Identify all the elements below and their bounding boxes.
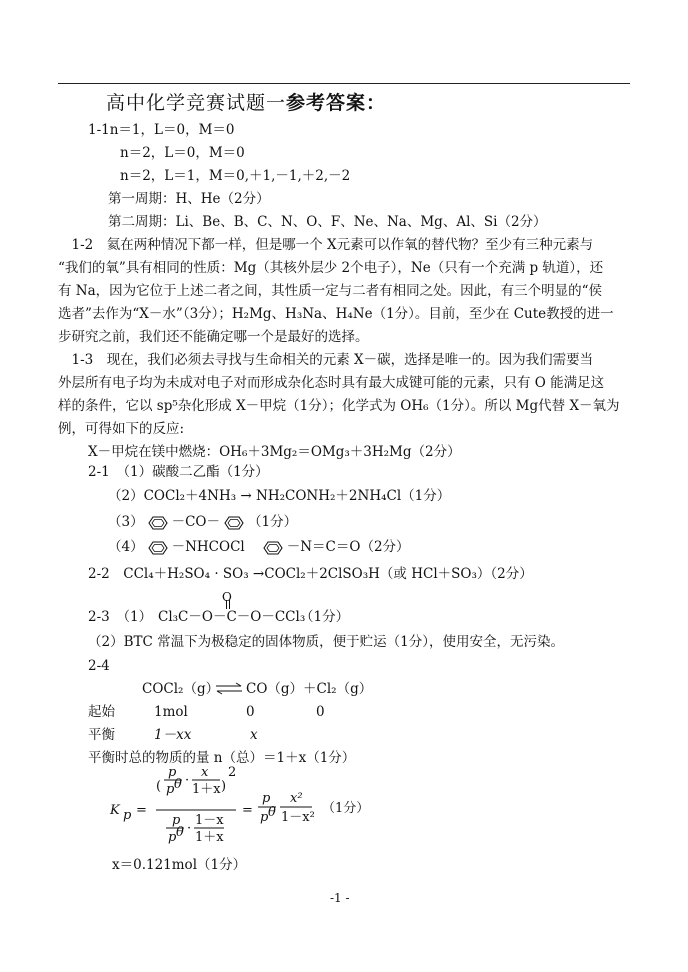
s12-line1: 1-2 氦在两种情况下都一样，但是哪一个 X元素可以作氧的替代物？至少有三种元素与 <box>58 237 594 253</box>
s21-line4-label: （4） <box>108 539 144 555</box>
s13-line2: 外层所有电子均为未成对电子对而形成杂化态时具有最大成键可能的元素，只有 O 能满足这 <box>58 375 605 391</box>
s21-line3 <box>108 512 297 532</box>
den-p: p <box>172 813 181 828</box>
den-dot: · <box>187 821 192 836</box>
s23-double-bond <box>226 600 228 609</box>
s21-line3-label: （3） <box>108 514 144 530</box>
num-x: x <box>201 765 209 780</box>
s13-paragraph <box>58 349 630 464</box>
s11-line5: 第二周期：Li、Be、B、C、N、O、F、Ne、Na、Mg、Al、Si（2分） <box>108 214 547 230</box>
rhs-p-std: p <box>260 810 269 825</box>
second-equals: = <box>242 803 253 818</box>
num-p: p <box>168 765 177 780</box>
s24-result: x＝0.121mol（1分） <box>112 857 247 873</box>
page-title <box>106 88 386 115</box>
s24-start-label: 起始 <box>88 704 115 720</box>
s11-line1: 1-1n＝1，L＝0，M＝0 <box>88 122 235 138</box>
s13-line1: 1-3 现在，我们必须去寻找与生命相关的元素 X－碳，选择是唯一的。因为我们需要当 <box>58 352 594 368</box>
s13-line4: 例，可得如下的反应: <box>58 421 185 437</box>
num-close-paren: ) <box>221 779 227 794</box>
benzene-ring-icon <box>144 515 172 531</box>
kp-subscript: p <box>123 808 132 823</box>
den-one-minus-x: 1－x <box>195 813 224 828</box>
s21-line4-isocyanate: －N＝C＝O（2分） <box>286 539 410 555</box>
num-dot: · <box>185 773 190 788</box>
s23-double-bond <box>229 600 231 609</box>
benzene-ring-icon <box>220 515 248 531</box>
equilibrium-arrow-icon <box>214 682 244 696</box>
kp-equals: = <box>136 803 147 818</box>
s21-line3-co: －CO－ <box>171 514 220 530</box>
num-open-paren: ( <box>156 779 162 794</box>
s24-start-v1: 1mol <box>154 704 188 720</box>
s24-start-v3: 0 <box>316 704 325 720</box>
kp-symbol: K <box>110 803 120 818</box>
s12-line5: 步研究之前，我们还不能确定哪一个是最好的选择。 <box>58 329 369 345</box>
kp-equation <box>100 764 400 856</box>
s24-eq-v1: 1－xx <box>154 727 192 743</box>
s11-line2: n＝2，L＝0，M＝0 <box>120 145 245 161</box>
s21-line4 <box>108 537 410 557</box>
benzene-ring-icon <box>259 540 287 556</box>
s24-start-v2: 0 <box>246 704 255 720</box>
title-main: 高中化学竞赛试题一 <box>106 92 287 114</box>
s23-oxygen: O <box>222 590 232 604</box>
s24-total: 平衡时总的物质的量 n（总）＝1＋x（1分） <box>88 750 356 766</box>
s24-eq-v2: x <box>250 727 258 743</box>
rhs-theta: θ <box>268 805 276 820</box>
s23-formula: Cl₃C－O－C－O－CCl₃ <box>158 609 306 625</box>
s21-line2: （2）COCl₂＋4NH₃ → NH₂CONH₂＋2NH₄Cl（1分） <box>108 488 451 504</box>
benzene-ring-icon <box>144 540 172 556</box>
den-one-plus-x: 1＋x <box>195 830 224 845</box>
s11-line3: n＝2，L＝1，M＝0,＋1,－1,＋2,－2 <box>120 168 351 184</box>
s12-line4: 选者”去作为“X－水”（3分）；H₂Mg、H₃Na、H₄Ne（1分）。目前，至少在 Cute教授的进一 <box>58 306 614 322</box>
num-p-std: p <box>166 782 175 797</box>
s24-label: 2-4 <box>88 658 110 674</box>
s12-line2: “我们的氧”具有相同的性质：Mg（其核外层少 2个电子），Ne（只有一个充满 p 轨道），还 <box>58 260 604 276</box>
s13-line5: X－甲烷在镁中燃烧：OH₆＋3Mg₂＝OMg₃＋3H₂Mg（2分） <box>88 444 461 460</box>
title-bold: 参考答案： <box>286 92 387 114</box>
rhs-p: p <box>262 791 271 806</box>
num-square: 2 <box>228 765 237 780</box>
s24-eq-label: 平衡 <box>88 727 115 743</box>
den-p-std: p <box>168 830 177 845</box>
s23-line2: （2）BTC 常温下为极稳定的固体物质，便于贮运（1分），使用安全，无污染。 <box>88 634 564 650</box>
s24-eq-left: COCl₂（g） <box>142 681 220 697</box>
page-number: -1 - <box>330 891 350 905</box>
s23-points: （1分） <box>300 609 350 625</box>
kp-points: （1分） <box>322 801 370 816</box>
num-theta: θ <box>174 777 182 792</box>
s11-line4: 第一周期：H、He（2分） <box>108 191 270 207</box>
s21-line3-points: （1分） <box>248 514 298 530</box>
rhs-x2: x² <box>290 791 303 806</box>
s24-eq-right: CO（g）＋Cl₂（g） <box>246 681 373 697</box>
num-one-plus-x: 1＋x <box>192 782 221 797</box>
s12-line3: 有 Na，因为它位于上述二者之间，其性质一定与二者有相同之处。因此，有三个明显的“侯 <box>58 283 603 299</box>
header-rule <box>58 83 630 84</box>
s21-line4-nhcocl: －NHCOCl <box>171 539 245 555</box>
s13-line3: 样的条件，它以 sp⁵杂化形成 X－甲烷（1分）；化学式为 OH₆（1分）。所以 Mg代替 X－氧为 <box>58 398 620 414</box>
rhs-one-minus-x2: 1－x² <box>281 810 315 825</box>
s23-label: 2-3 （1） <box>88 609 153 625</box>
s22-line1: 2-2 CCl₄＋H₂SO₄ · SO₃ →COCl₂＋2ClSO₃H（或 HCl＋SO₃）（2分） <box>88 566 533 582</box>
den-theta: θ <box>176 825 184 840</box>
s21-line1: 2-1 （1）碳酸二乙酯（1分） <box>88 464 269 480</box>
s12-paragraph <box>58 234 630 349</box>
